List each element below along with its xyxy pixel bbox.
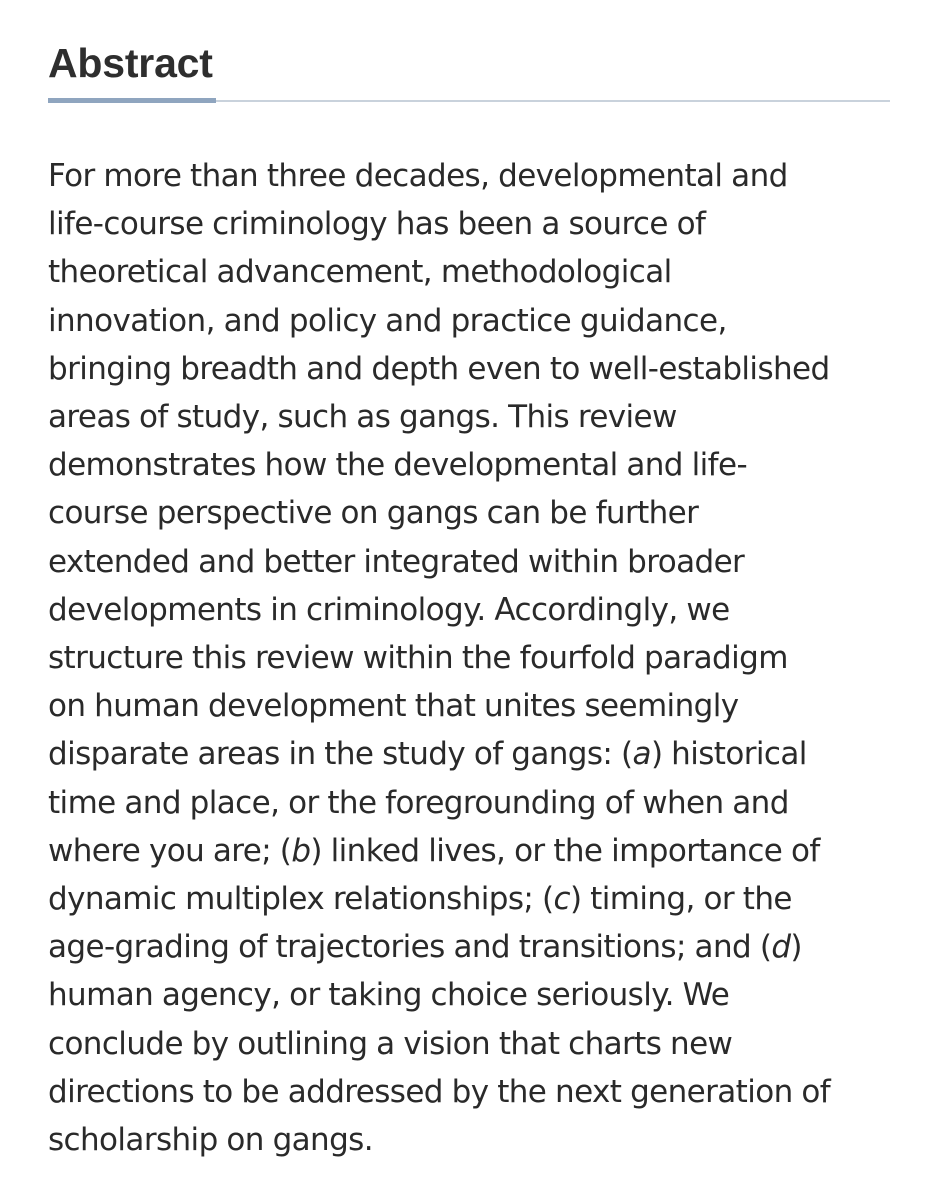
heading-divider <box>48 100 890 102</box>
abstract-line <box>48 971 890 1019</box>
abstract-text: conclude by outlining a vision that charts new <box>48 1025 733 1062</box>
abstract-italic-marker: d <box>771 929 791 966</box>
abstract-line <box>48 152 890 200</box>
abstract-text: areas of study, such as gangs. This review <box>48 399 677 436</box>
abstract-body <box>48 152 890 1164</box>
abstract-line <box>48 393 890 441</box>
abstract-line <box>48 1020 890 1068</box>
abstract-text: theoretical advancement, methodological <box>48 254 672 291</box>
abstract-text: ) <box>790 929 802 966</box>
abstract-text: structure this review within the fourfold paradigm <box>48 640 788 677</box>
abstract-italic-marker: b <box>291 832 311 869</box>
abstract-text: developments in criminology. Accordingly, we <box>48 591 730 628</box>
abstract-line <box>48 779 890 827</box>
abstract-line <box>48 248 890 296</box>
abstract-text: bringing breadth and depth even to well-established <box>48 350 830 387</box>
abstract-line <box>48 682 890 730</box>
abstract-line <box>48 730 890 778</box>
abstract-line <box>48 1068 890 1116</box>
abstract-text: scholarship on gangs. <box>48 1122 373 1159</box>
heading-divider-accent <box>48 98 216 103</box>
abstract-line <box>48 1116 890 1164</box>
abstract-text: extended and better integrated within broader <box>48 543 745 580</box>
abstract-line <box>48 489 890 537</box>
abstract-text: human agency, or taking choice seriously. We <box>48 977 730 1014</box>
abstract-text: For more than three decades, developmental and <box>48 158 788 194</box>
abstract-heading: Abstract <box>48 40 213 86</box>
abstract-line <box>48 634 890 682</box>
abstract-text: ) timing, or the <box>569 881 792 918</box>
abstract-line <box>48 441 890 489</box>
abstract-line <box>48 538 890 586</box>
abstract-text: ) linked lives, or the importance of <box>310 832 820 869</box>
abstract-text: time and place, or the foregrounding of when and <box>48 784 789 821</box>
abstract-line <box>48 345 890 393</box>
abstract-line <box>48 200 890 248</box>
abstract-text: life-course criminology has been a source of <box>48 206 706 243</box>
abstract-italic-marker: c <box>553 881 570 918</box>
abstract-line <box>48 297 890 345</box>
abstract-italic-marker: a <box>632 736 651 773</box>
abstract-text: age-grading of trajectories and transitions; and ( <box>48 929 772 966</box>
abstract-text: dynamic multiplex relationships; ( <box>48 881 554 918</box>
abstract-text: innovation, and policy and practice guidance, <box>48 302 727 339</box>
abstract-text: on human development that unites seemingly <box>48 688 739 725</box>
abstract-text: demonstrates how the developmental and life- <box>48 447 748 484</box>
abstract-line <box>48 586 890 634</box>
abstract-line <box>48 875 890 923</box>
abstract-text: directions to be addressed by the next generation of <box>48 1073 831 1110</box>
abstract-text: course perspective on gangs can be further <box>48 495 699 532</box>
abstract-text: ) historical <box>650 736 807 773</box>
abstract-line <box>48 827 890 875</box>
abstract-text: where you are; ( <box>48 832 292 869</box>
abstract-section <box>48 30 890 1164</box>
abstract-line <box>48 923 890 971</box>
abstract-text: disparate areas in the study of gangs: ( <box>48 736 633 773</box>
